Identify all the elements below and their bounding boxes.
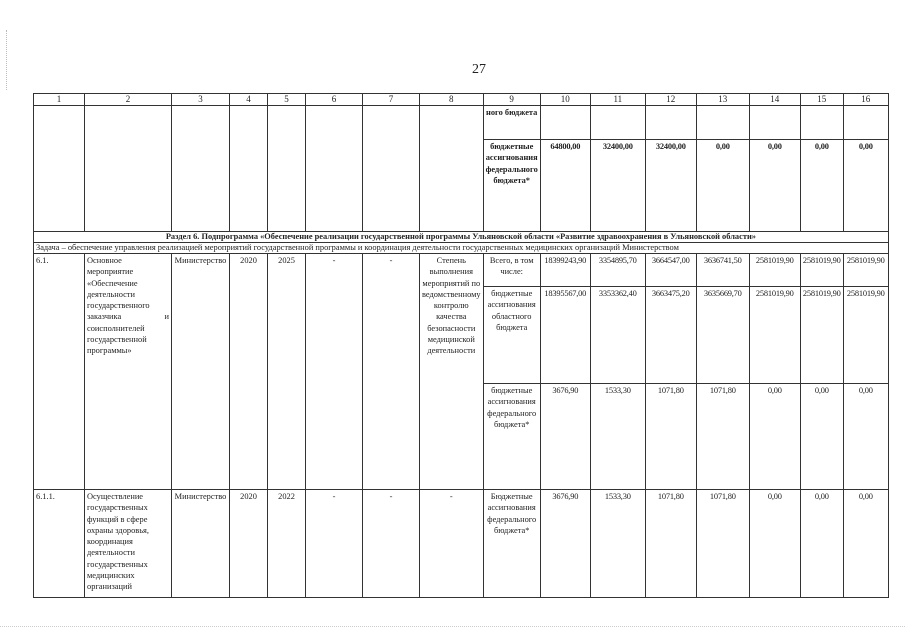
cont-empty-14 xyxy=(749,106,800,140)
col-header-3: 3 xyxy=(172,94,230,106)
row-6-1-1-value-10: 3676,90 xyxy=(540,490,590,598)
row-6-1-executor: Министерство xyxy=(172,254,230,490)
col-header-7: 7 xyxy=(363,94,420,106)
row-6-1-regional-12: 3663475,20 xyxy=(645,287,696,384)
cont-value-14: 0,00 xyxy=(749,140,800,232)
row-6-1-total-label: Всего, в том числе: xyxy=(483,254,540,287)
section-title-row xyxy=(34,232,889,243)
row-6-1-1-funding-label: Бюджетные ассигнования федерального бюджета* xyxy=(483,490,540,598)
row-6-1-total xyxy=(34,254,889,287)
row-6-1-regional-10: 18395567,00 xyxy=(540,287,590,384)
col-header-8: 8 xyxy=(420,94,484,106)
row-6-1-1-value-11: 1533,30 xyxy=(590,490,645,598)
row-6-1-1-executor: Министерство xyxy=(172,490,230,598)
row-6-1-1-col7: - xyxy=(363,490,420,598)
row-6-1-total-11: 3354895,70 xyxy=(590,254,645,287)
cont-empty-10 xyxy=(540,106,590,140)
row-6-1-indicator: Степень выполнения мероприятий по ведомственному контролю качества безопасности медицинской деятельности xyxy=(420,254,484,490)
col-header-2: 2 xyxy=(85,94,172,106)
row-6-1-col7: - xyxy=(363,254,420,490)
row-6-1-1-value-13: 1071,80 xyxy=(696,490,749,598)
continuation-row-1 xyxy=(34,106,889,140)
row-6-1-total-13: 3636741,50 xyxy=(696,254,749,287)
col-header-14: 14 xyxy=(749,94,800,106)
cont-value-11: 32400,00 xyxy=(590,140,645,232)
row-6-1-1-value-12: 1071,80 xyxy=(645,490,696,598)
cont-empty-4 xyxy=(230,106,268,232)
cont-value-15: 0,00 xyxy=(800,140,843,232)
row-6-1-federal-label: бюджетные ассигнования федерального бюджета* xyxy=(483,384,540,490)
row-6-1-federal-16: 0,00 xyxy=(843,384,888,490)
row-6-1-total-10: 18399243,90 xyxy=(540,254,590,287)
col-header-16: 16 xyxy=(843,94,888,106)
cont-empty-15 xyxy=(800,106,843,140)
task-row xyxy=(34,243,889,254)
col-header-1: 1 xyxy=(34,94,85,106)
page-number: 27 xyxy=(472,62,486,77)
cont-empty-1 xyxy=(34,106,85,232)
row-6-1-name: Основное мероприятие «Обеспечение деятельности государственного заказчика и соисполнителей государственной программы» xyxy=(85,254,172,490)
col-header-10: 10 xyxy=(540,94,590,106)
cont-value-13: 0,00 xyxy=(696,140,749,232)
section-title: Раздел 6. Подпрограмма «Обеспечение реализации государственной программы Ульяновской области «Развитие здравоохранения в Ульяновской области» xyxy=(34,232,889,243)
row-6-1-1-name: Осуществление государственных функций в сфере охраны здоровья, координация деятельности государственных медицинских организаций xyxy=(85,490,172,598)
scan-margin-marks xyxy=(6,30,11,90)
col-header-6: 6 xyxy=(306,94,363,106)
col-header-9: 9 xyxy=(483,94,540,106)
row-6-1-col6: - xyxy=(306,254,363,490)
col-header-12: 12 xyxy=(645,94,696,106)
cont-value-12: 32400,00 xyxy=(645,140,696,232)
row-6-1-1-start-year: 2020 xyxy=(230,490,268,598)
row-6-1-1-end-year: 2022 xyxy=(268,490,306,598)
col-header-15: 15 xyxy=(800,94,843,106)
column-number-row xyxy=(34,94,889,106)
row-6-1-total-15: 2581019,90 xyxy=(800,254,843,287)
row-6-1-regional-label: бюджетные ассигнования областного бюджета xyxy=(483,287,540,384)
row-6-1-regional-15: 2581019,90 xyxy=(800,287,843,384)
cont-empty-13 xyxy=(696,106,749,140)
row-6-1-federal-10: 3676,90 xyxy=(540,384,590,490)
col-header-13: 13 xyxy=(696,94,749,106)
row-6-1-federal-13: 1071,80 xyxy=(696,384,749,490)
row-6-1-1-value-16: 0,00 xyxy=(843,490,888,598)
cont-empty-5 xyxy=(268,106,306,232)
row-6-1-federal-15: 0,00 xyxy=(800,384,843,490)
cont-value-10: 64800,00 xyxy=(540,140,590,232)
row-6-1-end-year: 2025 xyxy=(268,254,306,490)
row-6-1-federal-11: 1533,30 xyxy=(590,384,645,490)
row-6-1-total-16: 2581019,90 xyxy=(843,254,888,287)
scan-bottom-edge xyxy=(0,626,905,627)
row-6-1-1-col8: - xyxy=(420,490,484,598)
cont-empty-8 xyxy=(420,106,484,232)
cont-empty-11 xyxy=(590,106,645,140)
col-header-11: 11 xyxy=(590,94,645,106)
row-6-1-1-col6: - xyxy=(306,490,363,598)
row-6-1-1-value-14: 0,00 xyxy=(749,490,800,598)
row-6-1-start-year: 2020 xyxy=(230,254,268,490)
cont-value-16: 0,00 xyxy=(843,140,888,232)
row-6-1-regional-11: 3353362,40 xyxy=(590,287,645,384)
row-6-1-regional-16: 2581019,90 xyxy=(843,287,888,384)
row-6-1-1-number: 6.1.1. xyxy=(34,490,85,598)
row-6-1-1 xyxy=(34,490,889,598)
row-6-1-regional-13: 3635669,70 xyxy=(696,287,749,384)
col-header-4: 4 xyxy=(230,94,268,106)
col-header-5: 5 xyxy=(268,94,306,106)
row-6-1-federal-14: 0,00 xyxy=(749,384,800,490)
budget-table xyxy=(33,93,889,598)
row-6-1-total-12: 3664547,00 xyxy=(645,254,696,287)
cont-funding-label-2: бюджетные ассигнования федерального бюджета* xyxy=(483,140,540,232)
row-6-1-1-value-15: 0,00 xyxy=(800,490,843,598)
cont-empty-16 xyxy=(843,106,888,140)
cont-empty-7 xyxy=(363,106,420,232)
cont-empty-6 xyxy=(306,106,363,232)
task-text: Задача – обеспечение управления реализацией мероприятий государственной программы и координация деятельности государственных медицинских организаций Министерством xyxy=(34,243,889,254)
row-6-1-federal-12: 1071,80 xyxy=(645,384,696,490)
row-6-1-number: 6.1. xyxy=(34,254,85,490)
cont-empty-12 xyxy=(645,106,696,140)
cont-empty-3 xyxy=(172,106,230,232)
row-6-1-total-14: 2581019,90 xyxy=(749,254,800,287)
row-6-1-regional-14: 2581019,90 xyxy=(749,287,800,384)
cont-empty-2 xyxy=(85,106,172,232)
cont-funding-label-1: ного бюджета xyxy=(483,106,540,140)
